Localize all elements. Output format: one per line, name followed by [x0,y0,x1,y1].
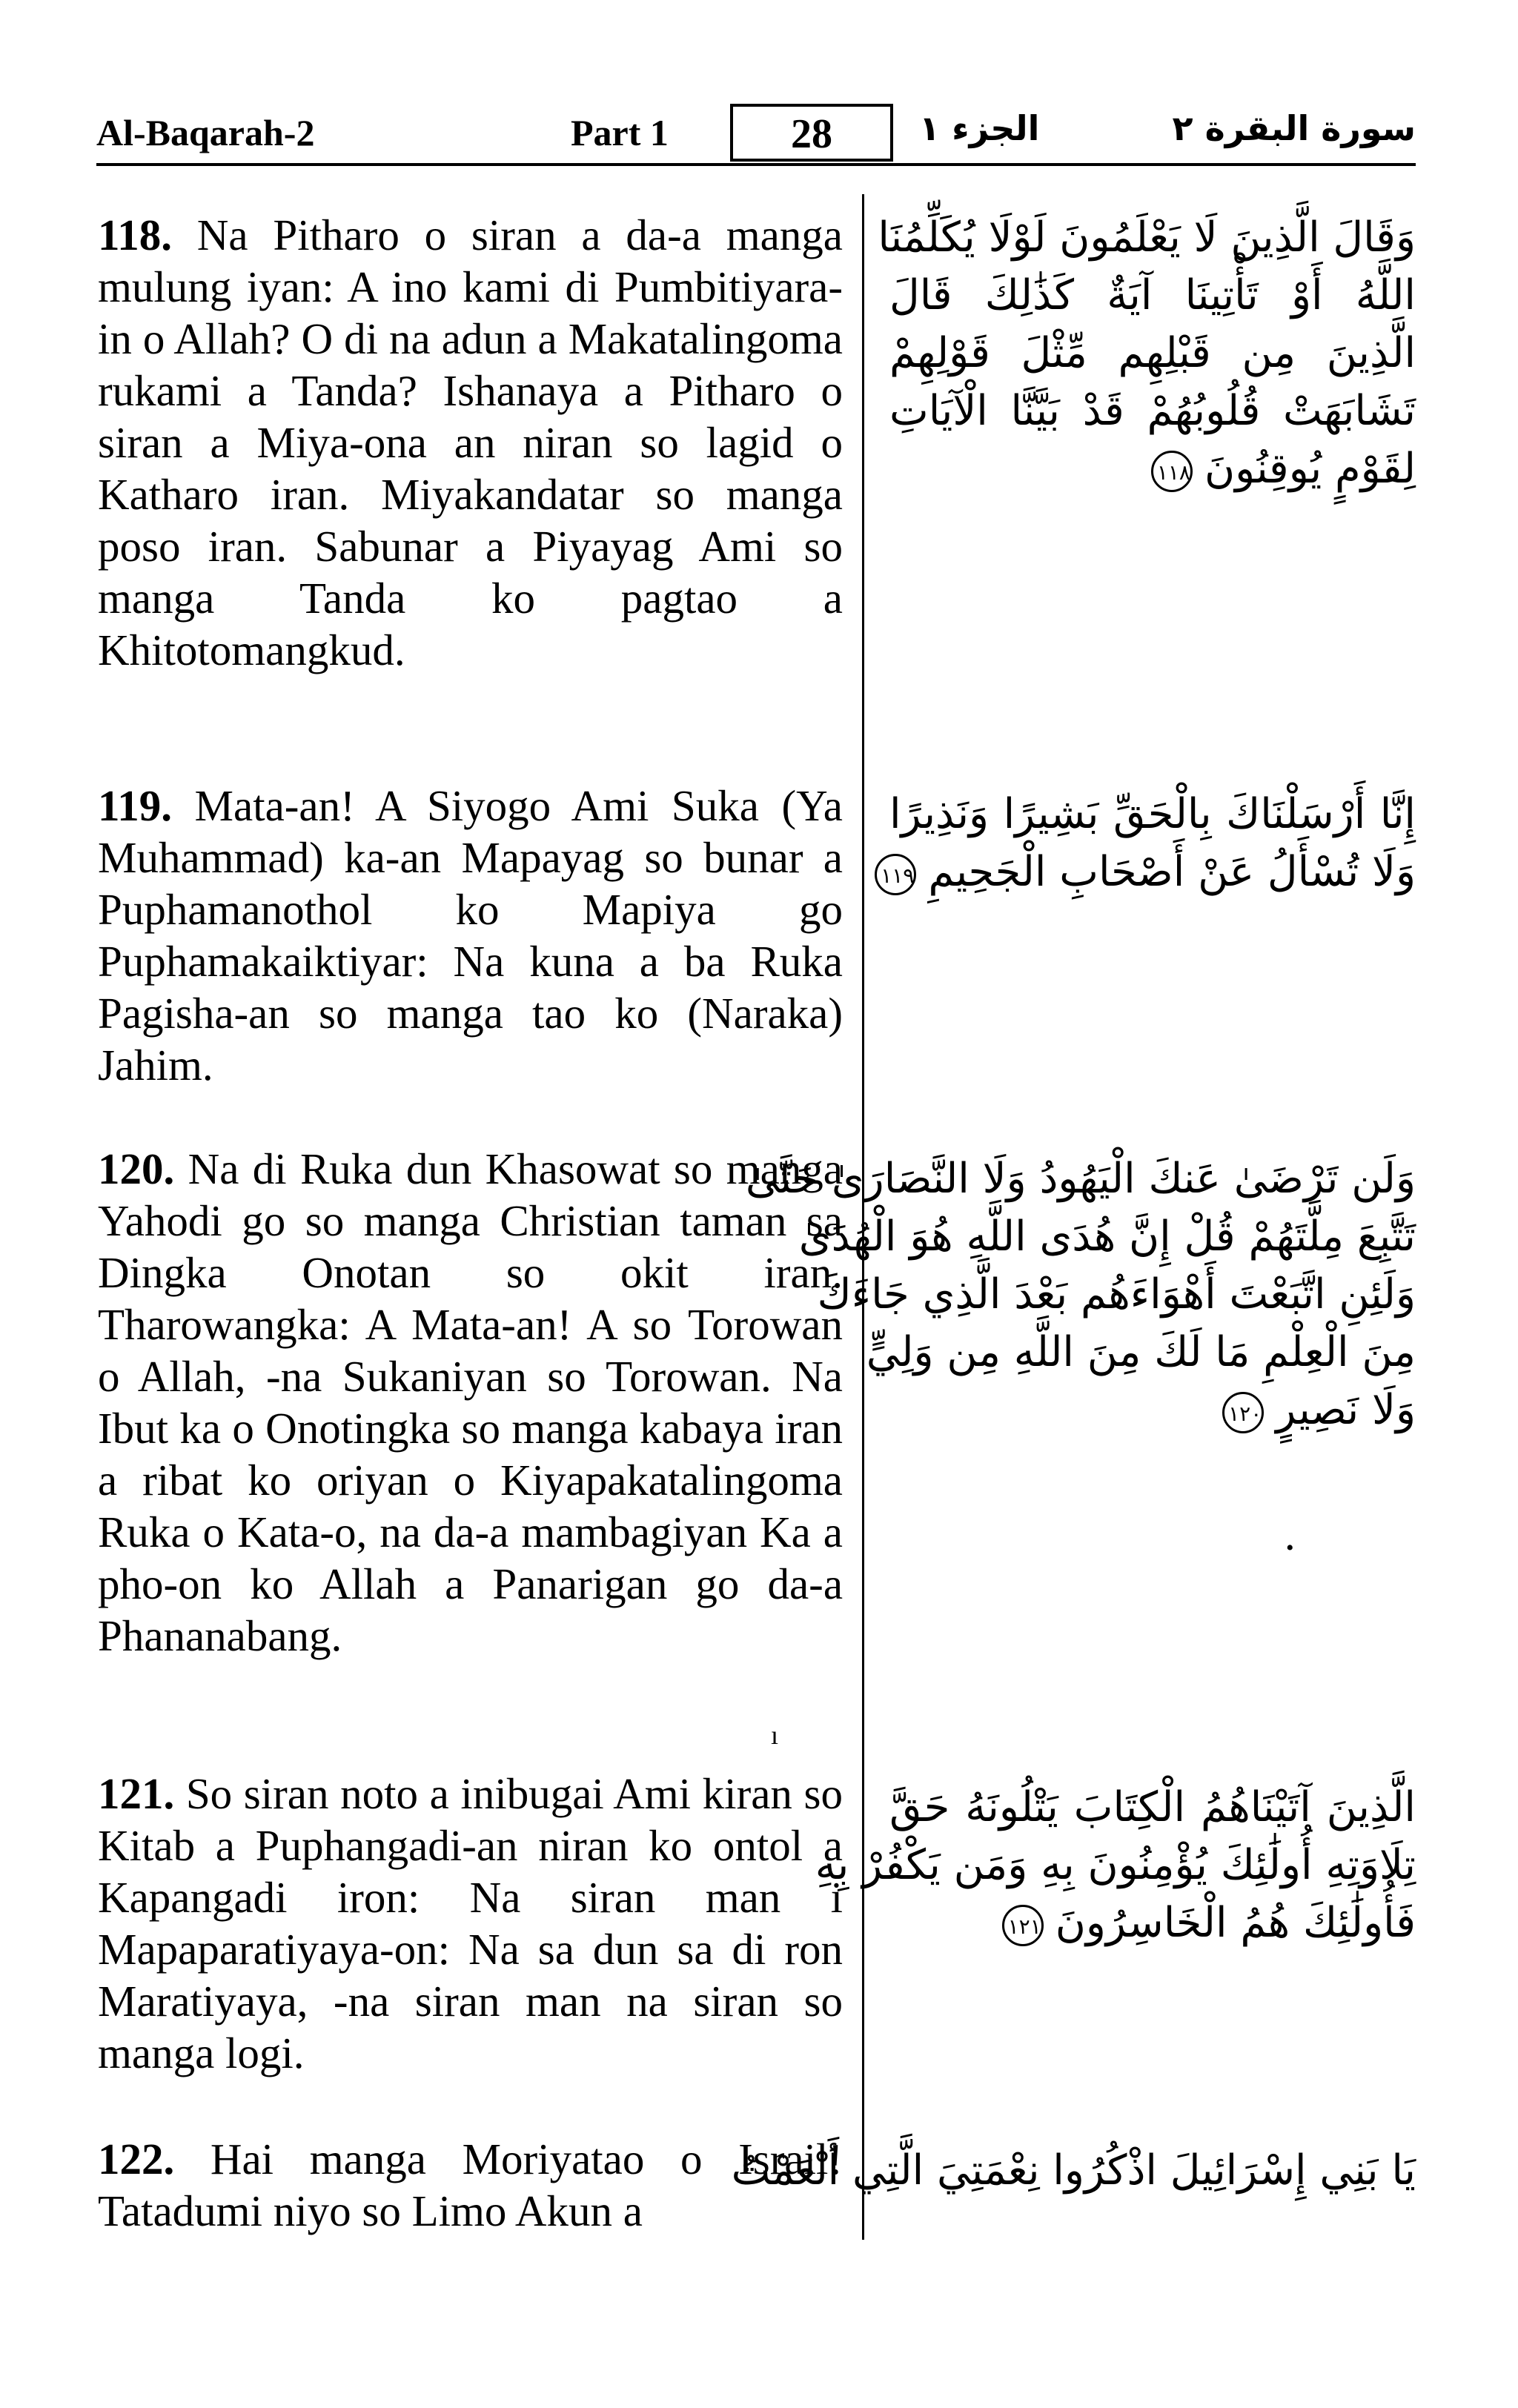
arabic-line [889,1894,1416,1952]
arabic-line: إِنَّا أَرْسَلْنَاكَ بِالْحَقِّ بَشِيرًا وَنَذِيرًا [889,790,1416,838]
arabic-line [889,440,1416,498]
verse-text: Na di Ruka dun Khasowat so manga Yahodi go so manga Christian taman sa Dingka Onotan so okit iran. Tharowangka: A Mata-an! A so Torowan o Allah, -na Sukaniyan so Torowan. Na Ibut ka o Onotingka so manga kabaya iran a ribat ko oriyan o Kiyapakatalingoma Ruka o Kata-o, na da-a mambagiyan Ka a pho-on ko Allah a Panarigan go da-a Phananabang. [98,1144,843,1660]
verse-118-translation [98,209,843,676]
page-header [96,104,1416,163]
verse-119-arabic [881,786,1416,901]
verse-number: 121. [98,1769,175,1818]
arabic-line: الَّذِينَ آتَيْنَاهُمُ الْكِتَابَ يَتْلُونَهُ حَقَّ [889,1783,1416,1831]
verse-text: Na Pitharo o siran a da-a manga mulung iyan: A ino kami di Pumbitiyara-in o Allah? O di na adun a Makatalingoma rukami a Tanda? Ishanaya a Pitharo o siran a Miya-ona an niran so lagid o Katharo iran. Miyakandatar so manga poso iran. Sabunar a Piyayag Ami so manga Tanda ko pagtao a Khitotomangkud. [98,210,843,674]
verse-text: So siran noto a inibugai Ami kiran so Kitab a Puphangadi-an niran ko ontol a Kapangadi iron: Na siran man i Mapaparatiyaya-on: Na sa dun sa di ron Maratiyaya, -na siran man na siran so manga logi. [98,1769,843,2077]
header-rule [96,163,1416,166]
verse-122-arabic [731,2142,1416,2200]
part-label: Part 1 [571,112,669,153]
juz-label-arabic: الجزء ١ [919,108,1040,148]
arabic-line: وَقَالَ الَّذِينَ لَا يَعْلَمُونَ لَوْلَا يُكَلِّمُنَا [878,213,1416,262]
arabic-line [889,1382,1416,1439]
arabic-line: يَا بَنِي إِسْرَائِيلَ اذْكُرُوا نِعْمَتِيَ الَّتِي أَنْعَمْتُ [731,2146,1416,2195]
stray-dot-mark: • [1286,1536,1294,1560]
arabic-line: تَشَابَهَتْ قُلُوبُهُمْ قَدْ بَيَّنَّا الْآيَاتِ [889,387,1416,435]
verse-number: 120. [98,1144,175,1193]
stray-tick-mark: ı [771,1720,779,1750]
verse-121-translation [98,1768,843,2079]
arabic-line [881,843,1416,901]
arabic-line-text: وَلَا تُسْأَلُ عَنْ أَصْحَابِ الْجَحِيمِ [928,848,1416,896]
arabic-line: تَتَّبِعَ مِلَّتَهُمْ قُلْ إِنَّ هُدَى اللَّهِ هُوَ الْهُدَىٰ [798,1213,1416,1261]
ayah-number-marker: ١٢٠ [1222,1392,1264,1433]
verse-number: 119. [98,781,172,830]
arabic-line: اللَّهُ أَوْ تَأْتِينَا آيَةٌ كَذَٰلِكَ قَالَ [889,271,1416,319]
page-number-box: 28 [730,104,893,162]
arabic-line-text: لِقَوْمٍ يُوقِنُونَ [1204,445,1416,493]
ayah-number-marker: ١١٩ [875,854,916,895]
verse-120-arabic [745,1150,1416,1439]
arabic-line: تِلَاوَتِهِ أُولَٰئِكَ يُؤْمِنُونَ بِهِ وَمَن يَكْفُرْ بِهِ [815,1841,1416,1889]
arabic-line: وَلَن تَرْضَىٰ عَنكَ الْيَهُودُ وَلَا النَّصَارَىٰ حَتَّىٰ [745,1155,1416,1203]
arabic-line-text: فَأُولَٰئِكَ هُمُ الْخَاسِرُونَ [1055,1899,1416,1947]
surah-name-latin: Al-Baqarah-2 [96,112,315,153]
arabic-line: وَلَئِنِ اتَّبَعْتَ أَهْوَاءَهُم بَعْدَ الَّذِي جَاءَكَ [817,1270,1416,1319]
surah-name-arabic: سورة البقرة ٢ [1172,108,1416,148]
arabic-line: مِنَ الْعِلْمِ مَا لَكَ مِنَ اللَّهِ مِن وَلِيٍّ [866,1328,1416,1376]
verse-number: 118. [98,210,172,259]
verse-118-arabic [878,209,1416,498]
arabic-line-text: وَلَا نَصِيرٍ [1276,1386,1416,1434]
ayah-number-marker: ١١٨ [1151,451,1193,492]
verse-120-translation [98,1143,843,1662]
arabic-line: الَّذِينَ مِن قَبْلِهِم مِّثْلَ قَوْلِهِمْ [889,329,1416,377]
verse-121-arabic [815,1779,1416,1952]
verse-119-translation [98,780,843,1091]
ayah-number-marker: ١٢١ [1002,1905,1044,1946]
verse-text: Hai manga Moriyatao o Israil! Tatadumi niyo so Limo Akun a [98,2135,843,2235]
verse-text: Mata-an! A Siyogo Ami Suka (Ya Muhammad) ka-an Mapayag so bunar a Puphamanothol ko Mapiya go Puphamakaiktiyar: Na kuna a ba Ruka Pagisha-an so manga tao ko (Naraka) Jahim. [98,781,843,1089]
verse-number: 122. [98,2135,175,2183]
